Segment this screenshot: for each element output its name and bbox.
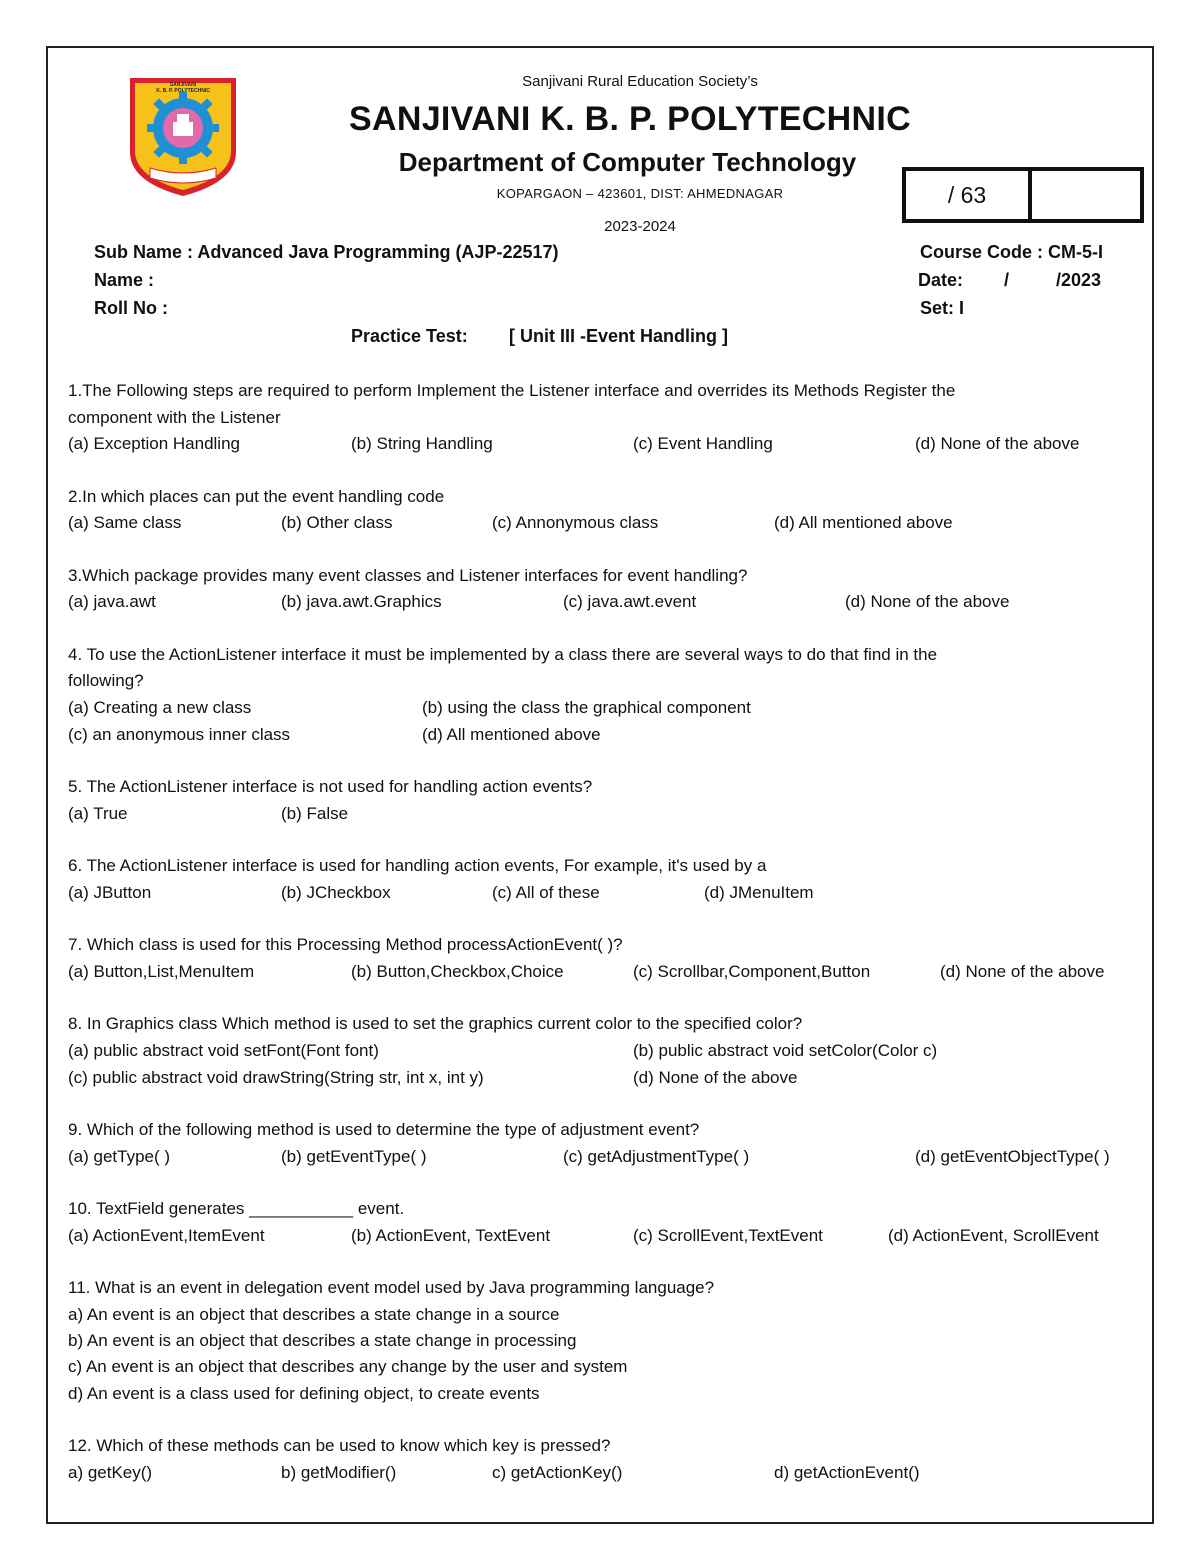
society-name: Sanjivani Rural Education Society’s [522,73,758,90]
question-text: 7. Which class is used for this Processing Method processActionEvent( )? [68,935,623,954]
question-text: 1.The Following steps are required to perform Implement the Listener interface and overrides its Methods Register the [68,381,956,400]
option-a: (a) Exception Handling [68,434,240,453]
address: KOPARGAON – 423601, DIST: AHMEDNAGAR [496,186,784,201]
option-d: (d) None of the above [940,962,1105,981]
subject-name: Sub Name : Advanced Java Programming (AJP-22517) [94,242,559,262]
option-c: (c) an anonymous inner class [68,725,291,744]
question-text: 10. TextField generates ___________ event. [68,1199,405,1218]
name-label: Name : [94,270,155,290]
academic-year: 2023-2024 [604,218,676,235]
course-code: Course Code : CM-5-I [920,242,1104,262]
option-a: (a) True [68,804,128,823]
gear-icon [147,92,219,164]
option-d: (d) getEventObjectType( ) [915,1147,1110,1166]
date-label: Date: [918,270,964,290]
option-a: (a) Same class [68,513,182,532]
option-b: (b) ActionEvent, TextEvent [351,1226,551,1245]
college-name: SANJIVANI K. B. P. POLYTECHNIC [349,100,911,138]
question-text: 3.Which package provides many event classes and Listener interfaces for event handling? [68,566,748,585]
date-year: /2023 [1056,270,1102,290]
score-total: / 63 [906,171,1032,219]
option-b: (b) JCheckbox [281,883,391,902]
option-d: (d) JMenuItem [704,883,814,902]
option-b: (b) String Handling [351,434,493,453]
date-slash: / [1004,270,1010,290]
college-logo [128,74,238,198]
svg-text:K. B. P. POLYTECHNIC: K. B. P. POLYTECHNIC [156,88,210,94]
option-c: (c) Event Handling [633,434,773,453]
option-a: (a) Creating a new class [68,698,252,717]
test-unit: [ Unit III -Event Handling ] [509,326,728,346]
option-d: (d) None of the above [845,592,1010,611]
option-c: (c) All of these [492,883,600,902]
option-c: (c) ScrollEvent,TextEvent [633,1226,823,1245]
option-a: (a) ActionEvent,ItemEvent [68,1226,265,1245]
question-text: 5. The ActionListener interface is not used for handling action events? [68,777,593,796]
option-d: d) An event is a class used for defining object, to create events [68,1384,540,1403]
option-c: (c) getAdjustmentType( ) [563,1147,750,1166]
question-text: 11. What is an event in delegation event model used by Java programming language? [68,1278,715,1297]
option-b: (b) Button,Checkbox,Choice [351,962,564,981]
option-a: (a) java.awt [68,592,156,611]
score-blank [1032,171,1140,219]
question-text: 9. Which of the following method is used to determine the type of adjustment event? [68,1120,700,1139]
question-text-continued: following? [68,671,144,690]
svg-text:SANJIVANI: SANJIVANI [169,82,197,88]
option-a: (a) getType( ) [68,1147,171,1166]
question-text-continued: component with the Listener [68,408,281,427]
option-b: (b) Other class [281,513,393,532]
test-label: Practice Test: [351,326,468,346]
set-label: Set: I [920,298,965,318]
question-text: 4. To use the ActionListener interface it must be implemented by a class there are several ways to do that find in the [68,645,938,664]
option-c: (c) public abstract void drawString(String str, int x, int y) [68,1068,484,1087]
question-text: 8. In Graphics class Which method is used to set the graphics current color to the specified color? [68,1014,803,1033]
question-text: 6. The ActionListener interface is used for handling action events, For example, it's used by a [68,856,767,875]
option-d: (d) All mentioned above [774,513,953,532]
option-b: b) getModifier() [281,1463,397,1482]
option-d: (d) None of the above [633,1068,798,1087]
option-d: (d) ActionEvent, ScrollEvent [888,1226,1099,1245]
option-c: (c) Scrollbar,Component,Button [633,962,871,981]
option-a: a) An event is an object that describes a state change in a source [68,1305,560,1324]
option-c: (c) java.awt.event [563,592,697,611]
roll-label: Roll No : [94,298,168,318]
option-b: (b) public abstract void setColor(Color c) [633,1041,938,1060]
option-b: b) An event is an object that describes a state change in processing [68,1331,577,1350]
option-b: (b) getEventType( ) [281,1147,427,1166]
option-a: (a) public abstract void setFont(Font font) [68,1041,379,1060]
option-c: c) getActionKey() [492,1463,623,1482]
question-text: 2.In which places can put the event handling code [68,487,445,506]
option-d: (d) All mentioned above [422,725,601,744]
option-c: (c) Annonymous class [492,513,659,532]
department-name: Department of Computer Technology [398,147,857,177]
option-a: (a) JButton [68,883,152,902]
option-b: (b) False [281,804,349,823]
option-a: (a) Button,List,MenuItem [68,962,255,981]
option-b: (b) java.awt.Graphics [281,592,442,611]
option-d: (d) None of the above [915,434,1080,453]
score-box [902,167,1144,223]
option-c: c) An event is an object that describes any change by the user and system [68,1357,628,1376]
option-b: (b) using the class the graphical component [422,698,751,717]
option-a: a) getKey() [68,1463,153,1482]
option-d: d) getActionEvent() [774,1463,920,1482]
question-text: 12. Which of these methods can be used to know which key is pressed? [68,1436,611,1455]
